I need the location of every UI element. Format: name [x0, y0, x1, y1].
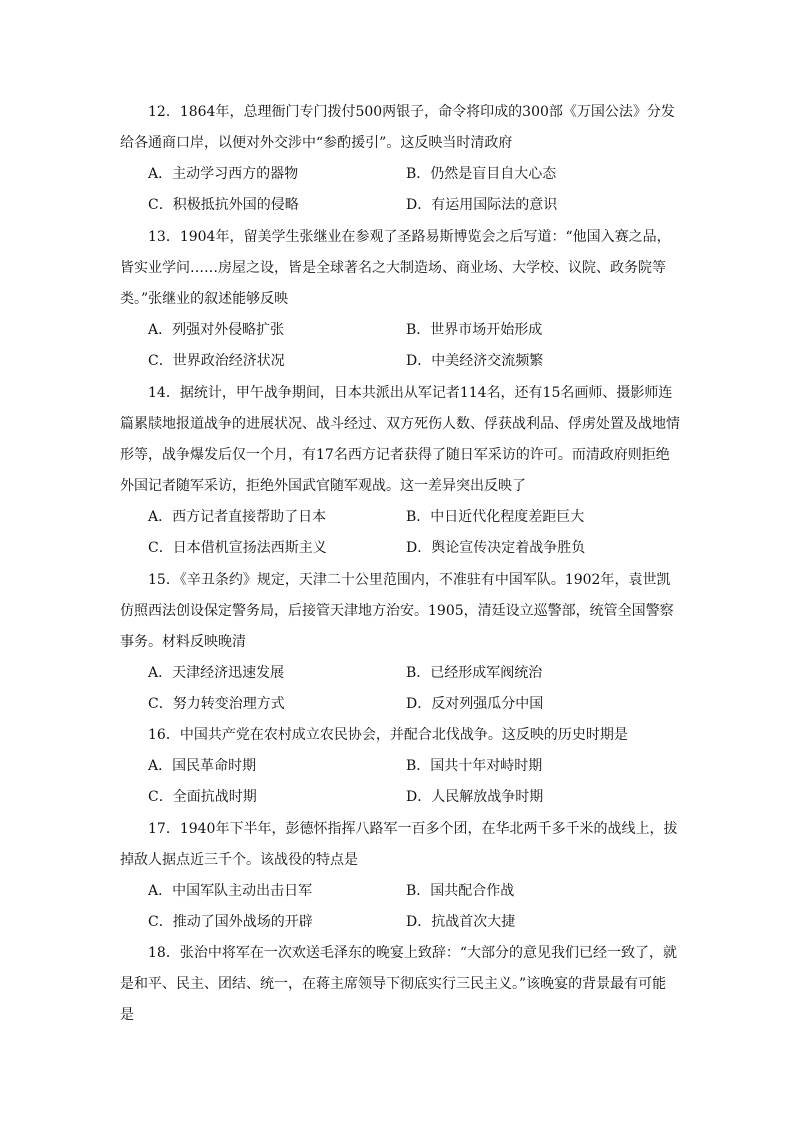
option-c[interactable]: C．推动了国外战场的开辟 — [148, 914, 313, 930]
option-c[interactable]: C．积极抵抗外国的侵略 — [148, 197, 299, 213]
question-17 — [120, 814, 680, 938]
question-13 — [120, 222, 680, 377]
option-a[interactable]: A．天津经济迅速发展 — [148, 665, 285, 681]
option-b[interactable]: B．仍然是盲目自大心态 — [406, 166, 557, 182]
option-a[interactable]: A．主动学习西方的器物 — [148, 166, 299, 182]
option-c[interactable]: C．努力转变治理方式 — [148, 696, 285, 712]
options-row — [120, 689, 680, 720]
options-row — [120, 907, 680, 938]
option-a[interactable]: A．国民革命时期 — [148, 758, 257, 774]
option-c[interactable]: C．世界政治经济状况 — [148, 353, 285, 369]
option-c[interactable]: C．日本借机宣扬法西斯主义 — [148, 540, 327, 556]
option-b[interactable]: B．中日近代化程度差距巨大 — [406, 509, 585, 525]
question-stem: 16．中国共产党在农村成立农民协会，并配合北伐战争。这反映的历史时期是 — [148, 727, 628, 743]
options-row — [120, 502, 680, 533]
option-c[interactable]: C．全面抗战时期 — [148, 789, 257, 805]
options-row — [120, 658, 680, 689]
option-b[interactable]: B．已经形成军阀统治 — [406, 665, 543, 681]
options-row — [120, 533, 680, 564]
options-row — [120, 159, 680, 190]
question-stem: 14．据统计，甲午战争期间，日本共派出从军记者114名，还有15名画师、摄影师连篇累牍地报道战争的进展状况、战斗经过、双方死伤人数、俘获战利品、俘虏处置及战地情形等，战争爆发后仅一个月，有17名西方记者获得了随日军采访的许可。而清政府则拒绝外国记者随军采访，拒绝外国武官随军观战。这一差异突出反映了 — [120, 385, 680, 494]
question-12 — [120, 97, 680, 221]
question-stem: 18．张治中将军在一次欢送毛泽东的晚宴上致辞：“大部分的意见我们已经一致了，就是和平、民主、团结、统一，在蒋主席领导下彻底实行三民主义。”该晚宴的背景最有可能是 — [120, 945, 677, 1023]
question-16 — [120, 720, 680, 813]
question-14 — [120, 378, 680, 564]
options-row — [120, 782, 680, 813]
question-stem: 13．1904年，留美学生张继业在参观了圣路易斯博览会之后写道：“他国入赛之品，皆实业学问……房屋之设，皆是全球著名之大制造场、商业场、大学校、议院、政务院等类。”张继业的叙述能够反映 — [120, 229, 671, 307]
question-stem: 12．1864年，总理衙门专门拨付500两银子，命令将印成的300部《万国公法》分发给各通商口岸，以便对外交涉中“参酌援引”。这反映当时清政府 — [120, 104, 675, 151]
question-18 — [120, 938, 680, 1031]
option-d[interactable]: D．有运用国际法的意识 — [406, 197, 558, 213]
options-row — [120, 751, 680, 782]
option-a[interactable]: A．列强对外侵略扩张 — [148, 322, 285, 338]
option-a[interactable]: A．西方记者直接帮助了日本 — [148, 509, 327, 525]
options-row — [120, 876, 680, 907]
option-d[interactable]: D．抗战首次大捷 — [406, 914, 516, 930]
option-a[interactable]: A．中国军队主动出击日军 — [148, 883, 313, 899]
options-row — [120, 190, 680, 221]
option-d[interactable]: D．反对列强瓜分中国 — [406, 696, 544, 712]
options-row — [120, 346, 680, 377]
options-row — [120, 315, 680, 346]
option-b[interactable]: B．国共十年对峙时期 — [406, 758, 543, 774]
option-d[interactable]: D．中美经济交流频繁 — [406, 353, 544, 369]
option-b[interactable]: B．世界市场开始形成 — [406, 322, 543, 338]
option-d[interactable]: D．人民解放战争时期 — [406, 789, 544, 805]
question-15 — [120, 565, 680, 720]
option-d[interactable]: D．舆论宣传决定着战争胜负 — [406, 540, 586, 556]
option-b[interactable]: B．国共配合作战 — [406, 883, 515, 899]
question-stem: 15．《辛丑条约》规定，天津二十公里范围内，不准驻有中国军队。1902年，袁世凯仿照西法创设保定警务局，后接管天津地方治安。1905，清廷设立巡警部，统管全国警察事务。材料反映晚清 — [120, 572, 674, 650]
question-stem: 17．1940年下半年，彭德怀指挥八路军一百多个团，在华北两千多千米的战线上，拔掉敌人据点近三千个。该战役的特点是 — [120, 821, 678, 868]
